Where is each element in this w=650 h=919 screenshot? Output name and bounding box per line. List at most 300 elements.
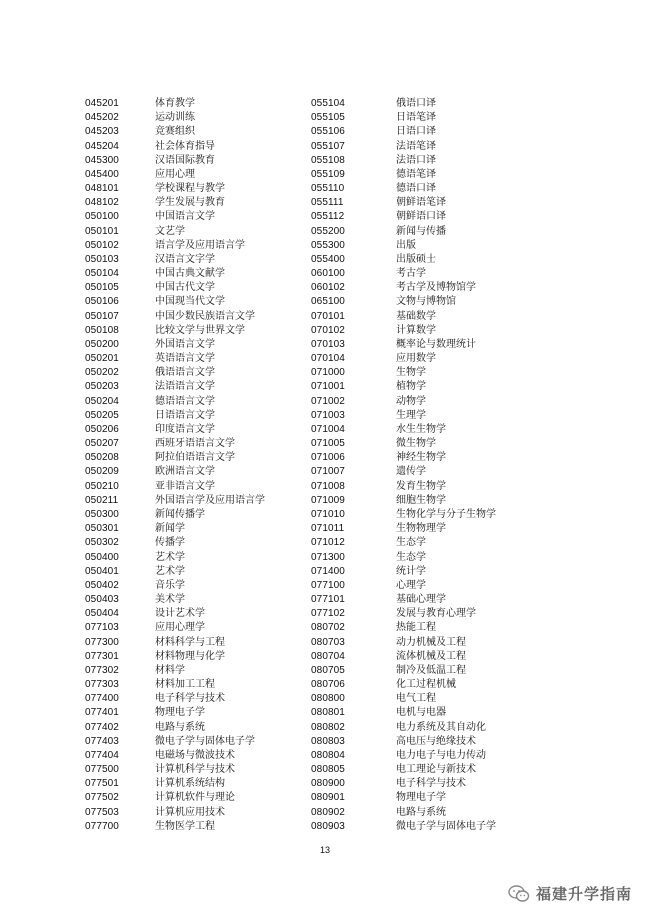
major-code: 055105 [311, 112, 345, 124]
major-name: 计算机系统结构 [155, 778, 225, 790]
table-row [85, 806, 310, 820]
major-code: 050104 [85, 268, 119, 280]
major-name: 生物学 [396, 367, 426, 379]
major-name: 热能工程 [396, 622, 436, 634]
table-row [311, 579, 571, 593]
major-code: 055110 [311, 183, 345, 195]
major-code: 048102 [85, 197, 119, 209]
major-code: 050105 [85, 282, 119, 294]
major-name: 电工理论与新技术 [396, 764, 476, 776]
wechat-icon [508, 885, 530, 903]
table-row [311, 310, 571, 324]
major-code: 050301 [85, 523, 119, 535]
major-name: 中国古典文献学 [155, 268, 225, 280]
table-row [85, 409, 310, 423]
major-name: 竞赛组织 [155, 126, 195, 138]
major-name: 发展与教育心理学 [396, 608, 476, 620]
table-row [311, 692, 571, 706]
major-code: 048101 [85, 183, 119, 195]
major-name: 考古学及博物馆学 [396, 282, 476, 294]
major-code: 055112 [311, 211, 345, 223]
major-code: 050107 [85, 310, 119, 322]
table-row [311, 395, 571, 409]
major-code: 071011 [311, 523, 345, 535]
table-row [85, 352, 310, 366]
major-code: 050200 [85, 338, 119, 350]
major-code: 077501 [85, 778, 119, 790]
major-name: 艺术学 [155, 565, 185, 577]
table-row [311, 650, 571, 664]
major-code: 080803 [311, 735, 345, 747]
table-row [85, 579, 310, 593]
table-row [85, 281, 310, 295]
major-name: 设计艺术学 [155, 608, 205, 620]
major-code: 071008 [311, 480, 345, 492]
table-row [85, 763, 310, 777]
major-code: 050207 [85, 438, 119, 450]
major-name: 朝鲜语笔译 [396, 197, 446, 209]
major-code: 050202 [85, 367, 119, 379]
major-code: 055108 [311, 154, 345, 166]
table-row [85, 593, 310, 607]
major-code: 065100 [311, 296, 345, 308]
major-name: 日语口译 [396, 126, 436, 138]
table-row [311, 607, 571, 621]
table-row [311, 565, 571, 579]
table-row [311, 338, 571, 352]
major-name: 应用心理 [155, 168, 195, 180]
table-row [311, 168, 571, 182]
major-code: 050203 [85, 381, 119, 393]
table-row [85, 706, 310, 720]
table-row [311, 820, 571, 834]
major-code: 080804 [311, 749, 345, 761]
table-row [85, 437, 310, 451]
major-name: 材料物理与化学 [155, 650, 225, 662]
major-code: 071012 [311, 537, 345, 549]
major-code: 060102 [311, 282, 345, 294]
major-name: 中国古代文学 [155, 282, 215, 294]
major-code: 080805 [311, 764, 345, 776]
table-row [311, 196, 571, 210]
table-row [85, 168, 310, 182]
table-row [85, 508, 310, 522]
major-code: 080903 [311, 820, 345, 832]
table-row [311, 225, 571, 239]
table-row [85, 451, 310, 465]
major-name: 发育生物学 [396, 480, 446, 492]
table-row [311, 125, 571, 139]
table-row [311, 806, 571, 820]
major-code: 071002 [311, 395, 345, 407]
major-code: 055300 [311, 239, 345, 251]
major-name: 德语口译 [396, 183, 436, 195]
major-code: 077301 [85, 650, 119, 662]
table-row [85, 366, 310, 380]
major-name: 物理电子学 [155, 707, 205, 719]
major-name: 学校课程与教学 [155, 183, 225, 195]
major-name: 应用心理学 [155, 622, 205, 634]
major-name: 考古学 [396, 268, 426, 280]
table-row [311, 480, 571, 494]
major-name: 语言学及应用语言学 [155, 239, 245, 251]
table-row [311, 465, 571, 479]
table-row [85, 182, 310, 196]
major-code: 071006 [311, 452, 345, 464]
major-code: 045201 [85, 98, 119, 109]
major-code: 080703 [311, 636, 345, 648]
major-name: 生态学 [396, 537, 426, 549]
major-name: 材料学 [155, 664, 185, 676]
table-row [85, 735, 310, 749]
table-row [85, 97, 310, 111]
watermark-text: 福建升学指南 [535, 885, 632, 903]
major-code: 080801 [311, 707, 345, 719]
major-code: 077103 [85, 622, 119, 634]
major-name: 电子科学与技术 [155, 693, 225, 705]
major-code: 050402 [85, 579, 119, 591]
major-name: 亚非语言文学 [155, 480, 215, 492]
major-code: 077404 [85, 749, 119, 761]
major-name: 计算机科学与技术 [155, 764, 235, 776]
table-row [85, 395, 310, 409]
table-row [85, 210, 310, 224]
table-row [85, 536, 310, 550]
major-name: 美术学 [155, 594, 185, 606]
major-code: 077402 [85, 721, 119, 733]
major-code: 055107 [311, 140, 345, 152]
major-code: 050204 [85, 395, 119, 407]
table-row [85, 154, 310, 168]
major-name: 文艺学 [155, 225, 185, 237]
major-code: 050300 [85, 508, 119, 520]
watermark [508, 883, 632, 904]
major-name: 生态学 [396, 551, 426, 563]
major-code: 077303 [85, 679, 119, 691]
major-name: 生理学 [396, 409, 426, 421]
major-code: 050100 [85, 211, 119, 223]
major-code: 077300 [85, 636, 119, 648]
table-row [85, 295, 310, 309]
table-row [85, 791, 310, 805]
major-code: 077401 [85, 707, 119, 719]
major-name: 学生发展与教育 [155, 197, 225, 209]
table-row [85, 310, 310, 324]
major-code: 055104 [311, 98, 345, 109]
table-row [85, 777, 310, 791]
major-name: 微电子学与固体电子学 [155, 735, 255, 747]
table-row [311, 508, 571, 522]
major-code: 055400 [311, 253, 345, 265]
major-name: 新闻传播学 [155, 508, 205, 520]
major-name: 阿拉伯语语言文学 [155, 452, 235, 464]
major-name: 艺术学 [155, 551, 185, 563]
major-name: 法语笔译 [396, 140, 436, 152]
major-name: 概率论与数理统计 [396, 338, 476, 350]
major-code: 050208 [85, 452, 119, 464]
major-name: 中国现当代文学 [155, 296, 225, 308]
major-name: 汉语言文字学 [155, 253, 215, 265]
table-row [311, 437, 571, 451]
major-name: 印度语言文学 [155, 423, 215, 435]
major-name: 西班牙语语言文学 [155, 438, 235, 450]
major-name: 俄语口译 [396, 98, 436, 109]
table-row [311, 636, 571, 650]
major-name: 外国语言文学 [155, 338, 215, 350]
table-row [85, 522, 310, 536]
table-row [311, 593, 571, 607]
table-row [311, 380, 571, 394]
major-name: 计算机软件与理论 [155, 792, 235, 804]
major-name: 微生物学 [396, 438, 436, 450]
major-name: 计算机应用技术 [155, 806, 225, 818]
major-name: 体育教学 [155, 98, 195, 109]
major-code: 077500 [85, 764, 119, 776]
table-row [311, 154, 571, 168]
major-name: 电力系统及其自动化 [396, 721, 486, 733]
table-row [85, 253, 310, 267]
table-row [311, 267, 571, 281]
major-code: 050102 [85, 239, 119, 251]
table-row [85, 692, 310, 706]
table-row [311, 735, 571, 749]
major-code: 050401 [85, 565, 119, 577]
major-code: 071004 [311, 423, 345, 435]
major-code: 080802 [311, 721, 345, 733]
table-row [311, 239, 571, 253]
table-row [85, 239, 310, 253]
table-row [311, 111, 571, 125]
major-name: 微电子学与固体电子学 [396, 820, 496, 832]
major-name: 文物与博物馆 [396, 296, 456, 308]
major-name: 神经生物学 [396, 452, 446, 464]
major-code: 077101 [311, 594, 345, 606]
major-name: 物理电子学 [396, 792, 446, 804]
table-row [311, 551, 571, 565]
major-name: 基础心理学 [396, 594, 446, 606]
table-row [311, 763, 571, 777]
table-row [311, 281, 571, 295]
table-row [85, 607, 310, 621]
major-name: 欧洲语言文学 [155, 466, 215, 478]
table-row [85, 267, 310, 281]
major-code: 060100 [311, 268, 345, 280]
major-code: 080902 [311, 806, 345, 818]
major-code: 077503 [85, 806, 119, 818]
major-code: 080706 [311, 679, 345, 691]
table-row [311, 791, 571, 805]
table-row [311, 366, 571, 380]
major-code: 077400 [85, 693, 119, 705]
table-row [85, 140, 310, 154]
major-name: 比较文学与世界文学 [155, 324, 245, 336]
major-code: 077102 [311, 608, 345, 620]
table-row [311, 97, 571, 111]
table-row [311, 706, 571, 720]
major-name: 统计学 [396, 565, 426, 577]
major-name: 电气工程 [396, 693, 436, 705]
table-row [85, 749, 310, 763]
table-row [85, 721, 310, 735]
table-row [85, 380, 310, 394]
table-row [85, 551, 310, 565]
major-code: 050206 [85, 423, 119, 435]
major-code: 071010 [311, 508, 345, 520]
left-column [85, 97, 310, 834]
major-code: 080704 [311, 650, 345, 662]
major-name: 电路与系统 [155, 721, 205, 733]
major-name: 传播学 [155, 537, 185, 549]
table-row [311, 678, 571, 692]
major-code: 055109 [311, 168, 345, 180]
major-code: 055200 [311, 225, 345, 237]
major-code: 050400 [85, 551, 119, 563]
major-code: 050106 [85, 296, 119, 308]
major-code: 045204 [85, 140, 119, 152]
table-row [85, 338, 310, 352]
major-code: 050108 [85, 324, 119, 336]
table-row [311, 253, 571, 267]
table-row [311, 409, 571, 423]
major-code: 050101 [85, 225, 119, 237]
major-name: 音乐学 [155, 579, 185, 591]
table-row [311, 182, 571, 196]
major-code: 071300 [311, 551, 345, 563]
major-code: 080800 [311, 693, 345, 705]
major-name: 动力机械及工程 [396, 636, 466, 648]
major-code: 071000 [311, 367, 345, 379]
major-name: 生物医学工程 [155, 820, 215, 832]
major-name: 水生生物学 [396, 423, 446, 435]
major-name: 外国语言学及应用语言学 [155, 494, 265, 506]
table-row [85, 465, 310, 479]
table-row [311, 423, 571, 437]
table-row [85, 820, 310, 834]
major-code: 050205 [85, 409, 119, 421]
major-name: 应用数学 [396, 353, 436, 365]
major-name: 电子科学与技术 [396, 778, 466, 790]
table-row [311, 140, 571, 154]
major-name: 日语笔译 [396, 112, 436, 124]
major-name: 朝鲜语口译 [396, 211, 446, 223]
major-code: 070103 [311, 338, 345, 350]
table-row [311, 522, 571, 536]
table-row [85, 650, 310, 664]
table-row [311, 295, 571, 309]
major-name: 材料科学与工程 [155, 636, 225, 648]
table-row [85, 125, 310, 139]
major-code: 045202 [85, 112, 119, 124]
right-column [311, 97, 571, 834]
table-row [85, 225, 310, 239]
major-name: 基础数学 [396, 310, 436, 322]
major-name: 社会体育指导 [155, 140, 215, 152]
major-name: 新闻学 [155, 523, 185, 535]
major-name: 运动训练 [155, 112, 195, 124]
major-name: 电磁场与微波技术 [155, 749, 235, 761]
major-code: 077403 [85, 735, 119, 747]
major-code: 070104 [311, 353, 345, 365]
major-name: 出版 [396, 239, 416, 251]
major-name: 材料加工工程 [155, 679, 215, 691]
major-code: 077700 [85, 820, 119, 832]
table-row [85, 423, 310, 437]
table-row [311, 536, 571, 550]
table-row [85, 565, 310, 579]
major-name: 德语笔译 [396, 168, 436, 180]
major-name: 计算数学 [396, 324, 436, 336]
major-code: 080901 [311, 792, 345, 804]
major-name: 遗传学 [396, 466, 426, 478]
major-code: 050404 [85, 608, 119, 620]
major-name: 电机与电器 [396, 707, 446, 719]
major-code: 045400 [85, 168, 119, 180]
major-name: 俄语语言文学 [155, 367, 215, 379]
table-row [311, 494, 571, 508]
major-code: 050403 [85, 594, 119, 606]
table-row [311, 451, 571, 465]
major-name: 流体机械及工程 [396, 650, 466, 662]
major-code: 071009 [311, 494, 345, 506]
major-name: 生物化学与分子生物学 [396, 508, 496, 520]
major-code: 055111 [311, 197, 344, 209]
major-code: 070101 [311, 310, 345, 322]
table-row [311, 721, 571, 735]
table-row [85, 678, 310, 692]
major-name: 化工过程机械 [396, 679, 456, 691]
table-row [85, 480, 310, 494]
major-code: 071001 [311, 381, 345, 393]
major-name: 动物学 [396, 395, 426, 407]
major-name: 英语语言文学 [155, 353, 215, 365]
major-code: 045203 [85, 126, 119, 138]
major-code: 080702 [311, 622, 345, 634]
major-name: 德语语言文学 [155, 395, 215, 407]
major-name: 电路与系统 [396, 806, 446, 818]
major-code: 050209 [85, 466, 119, 478]
major-code: 071400 [311, 565, 345, 577]
major-code: 071003 [311, 409, 345, 421]
table-row [85, 494, 310, 508]
table-row [311, 352, 571, 366]
major-code: 050302 [85, 537, 119, 549]
major-code: 077302 [85, 664, 119, 676]
major-name: 新闻与传播 [396, 225, 446, 237]
major-name: 制冷及低温工程 [396, 664, 466, 676]
major-code: 070102 [311, 324, 345, 336]
table-row [311, 324, 571, 338]
major-code: 080900 [311, 778, 345, 790]
major-code: 071007 [311, 466, 345, 478]
major-code: 050211 [85, 494, 119, 506]
major-name: 高电压与绝缘技术 [396, 735, 476, 747]
major-code: 071005 [311, 438, 345, 450]
major-name: 法语口译 [396, 154, 436, 166]
major-name: 细胞生物学 [396, 494, 446, 506]
table-row [311, 621, 571, 635]
page-number: 13 [319, 845, 330, 855]
major-code: 050103 [85, 253, 119, 265]
table-row [85, 621, 310, 635]
table-row [311, 777, 571, 791]
table-row [311, 664, 571, 678]
table-row [311, 749, 571, 763]
major-name: 电力电子与电力传动 [396, 749, 486, 761]
major-code: 050201 [85, 353, 119, 365]
major-name: 生物物理学 [396, 523, 446, 535]
table-row [85, 636, 310, 650]
table-row [85, 196, 310, 210]
